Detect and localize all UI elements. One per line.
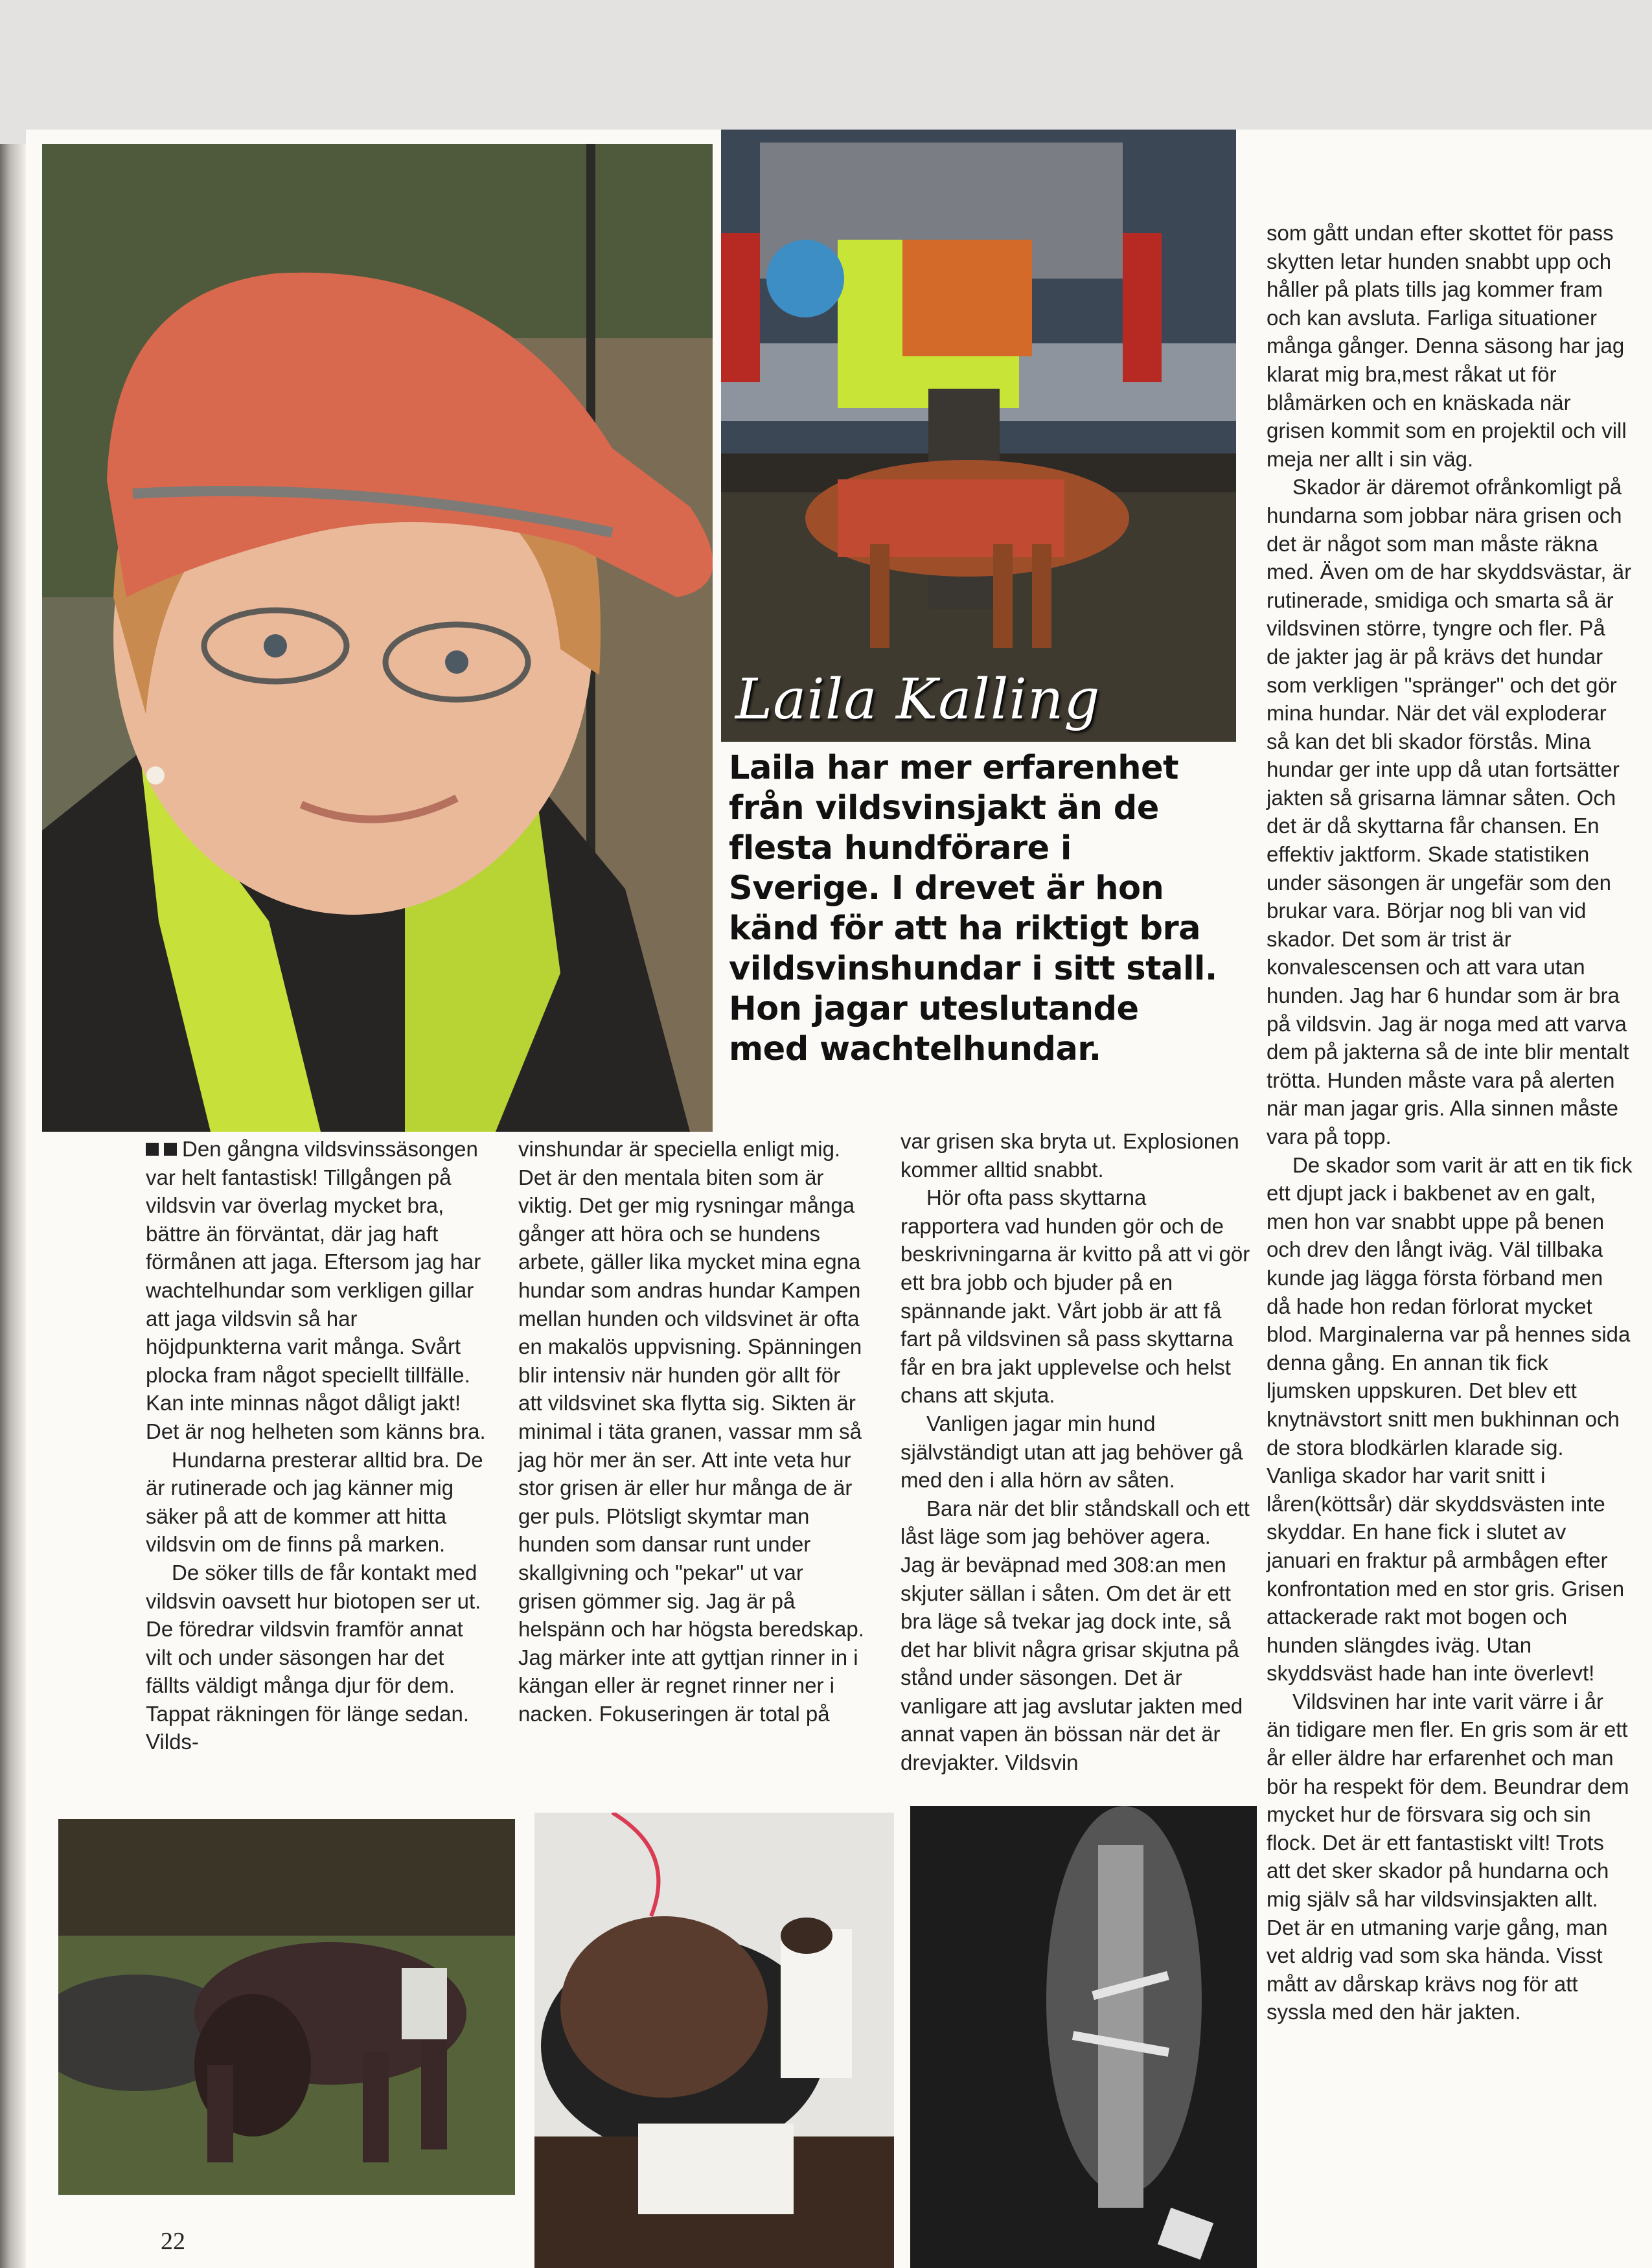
square-bullet-icon bbox=[146, 1143, 159, 1156]
portrait-photo bbox=[42, 144, 713, 1132]
body-column-4 bbox=[1267, 219, 1633, 2026]
paragraph: som gått undan efter skottet för pass skytten letar hunden snabbt upp och håller på plats tills jag kommer fram och kan avsluta. Farliga situationer många gånger. Denna säsong har jag klarat mig bra,mest råkat ut för blåmärken och en knäskada när grisen kommit som en projektil och vill meja ner allt i sin väg. bbox=[1267, 221, 1627, 471]
dog-cone-photo bbox=[534, 1813, 894, 2268]
square-bullet-icon bbox=[164, 1143, 177, 1156]
body-column-1 bbox=[146, 1135, 492, 1756]
paragraph: Hör ofta pass skyttarna rapportera vad hunden gör och de beskrivningarna är kvitto på att vi gör ett bra jobb och bjuder på en spännande jakt. Vårt jobb är att få fart på vildsvinen så pass skyttarna får en bra jakt upplevelse och helst chans att skjuta. bbox=[901, 1186, 1250, 1408]
xray-photo bbox=[910, 1806, 1257, 2268]
paragraph: Den gångna vildsvinssäsongen var helt fantastisk! Tillgången på vildsvin var överlag mycket bra, bättre än förväntat, där jag haft förmånen att jaga. Eftersom jag har wachtelhundar som verkligen gillar att jaga vildsvin så har höjdpunkterna varit många. Svårt plocka fram något speciellt tillfälle. Kan inte minnas något dåligt jakt! Det är nog helheten som känns bra. bbox=[146, 1137, 486, 1443]
wet-spaniel-photo bbox=[58, 1819, 515, 2195]
paragraph: De skador som varit är att en tik fick ett djupt jack i bakbenet av en galt, men hon var snabbt uppe på benen och drev den långt iväg. Väl tillbaka kunde jag lägga första förband men då hade hon redan förlorat mycket blod. Marginalerna var på hennes sida denna gång. En annan tik fick ljumsken uppskuren. Det blev ett knytnävstort snitt men bukhinnan och de stora blodkärlen klarade sig. Vanliga skador har varit snitt i låren(köttsår) där skyddsvästen inte skyddar. En hane fick i slutet av januari en fraktur på armbågen efter konfrontation med en stor gris. Grisen attackerade rakt mot bogen och hunden slängdes iväg. Utan skyddsväst hade han inte överlevt! bbox=[1267, 1152, 1633, 1686]
page-number: 22 bbox=[161, 2228, 185, 2255]
paragraph: Vanligen jagar min hund självständigt utan att jag behöver gå med den i alla hörn av såten. bbox=[901, 1411, 1243, 1493]
paragraph: var grisen ska bryta ut. Explosionen kommer alltid snabbt. bbox=[901, 1129, 1239, 1182]
body-column-3 bbox=[901, 1127, 1250, 1777]
body-column-2 bbox=[518, 1135, 865, 1728]
page-spine bbox=[0, 144, 26, 2268]
hunter-dog-photo bbox=[721, 130, 1236, 742]
paragraph: Hundarna presterar alltid bra. De är rutinerade och jag känner mig säker på att de kommer att hitta vildsvin om de finns på marken. bbox=[146, 1447, 483, 1557]
photo-caption: Laila Kalling bbox=[735, 667, 1101, 732]
paragraph: De söker tills de får kontakt med vildsvin oavsett hur biotopen ser ut. De föredrar vildsvin framför annat vilt och under säsongen har det fällts väldigt många djur för dem. Tappat räkningen för länge sedan. Vilds- bbox=[146, 1560, 481, 1754]
paragraph: vinshundar är speciella enligt mig. Det är den mentala biten som är viktig. Det ger mig rysningar många gånger att höra och se hundens arbete, gäller lika mycket mina egna hundar som andras hundar Kampen mellan hunden och vildsvinet är ofta en makalös uppvisning. Spänningen blir intensiv när hunden gör allt för att vildsvinet ska flytta sig. Sikten är minimal i täta granen, vassar mm så jag hör mer än ser. Att inte veta hur stor grisen är eller hur många de är ger puls. Plötsligt skymtar man hunden som dansar runt under skallgivning och "pekar" ut var grisen gömmer sig. Jag är på helspänn och har högsta beredskap. Jag märker inte att gyttjan rinner in i kängan eller är regnet rinner ner i nacken. Fokuseringen är total på bbox=[518, 1137, 864, 1726]
paragraph: Bara när det blir ståndskall och ett låst läge som jag behöver agera. Jag är beväpnad med 308:an men skjuter sällan i såten. Om det är ett bra läge så tvekar jag dock inte, så det har blivit några grisar skjutna på stånd under säsongen. Det är vanligare att jag avslutar jakten med annat vapen än bössan när det är drevjakter. Vildsvin bbox=[901, 1496, 1250, 1775]
paragraph: Vildsvinen har inte varit värre i år än tidigare men fler. En gris som är ett år eller äldre har erfarenhet och man bör ha respekt för dem. Beundrar dem mycket hur de försvara sig och sin flock. Det är ett fantastiskt vilt! Trots att det sker skador på hundarna och mig själv så har vildsvinsjakten allt. Det är en utmaning varje gång, man vet aldrig vad som ska hända. Visst mått av dårskap krävs nog för att syssla med den här jakten. bbox=[1267, 1689, 1629, 2024]
lead-paragraph: Laila har mer erfarenhet från vildsvinsjakt än de flesta hundförare i Sverige. I drevet är hon känd för att ha riktigt bra vildsvinshundar i sitt stall. Hon jagar uteslutande med wachtelhundar. bbox=[729, 749, 1217, 1068]
paragraph: Skador är däremot ofrånkomligt på hundarna som jobbar nära grisen och det är något som man måste räkna med. Även om de har skyddsvästar, är rutinerade, smidiga och smarta så är vildsvinen större, tyngre och fler. På de jakter jag är på krävs det hundar som verkligen "spränger" och det gör mina hundar. När det väl exploderar så kan det bli skador förstås. Mina hundar ger inte upp då utan fortsätter jakten så grisarna lämnar såten. Och det är då skyttarna får chansen. En effektiv jaktform. Skade statistiken under säsongen är ungefär som den brukar vara. Börjar nog bli van vid skador. Det som är trist är konvalescensen och att vara utan hunden. Jag har 6 hundar som är bra på vildsvin. Jag är noga med att varva dem på jakterna så de inte blir mentalt trötta. Hunden måste vara på alerten när man jagar gris. Alla sinnen måste vara på topp. bbox=[1267, 475, 1632, 1149]
scanner-background bbox=[0, 0, 1652, 144]
